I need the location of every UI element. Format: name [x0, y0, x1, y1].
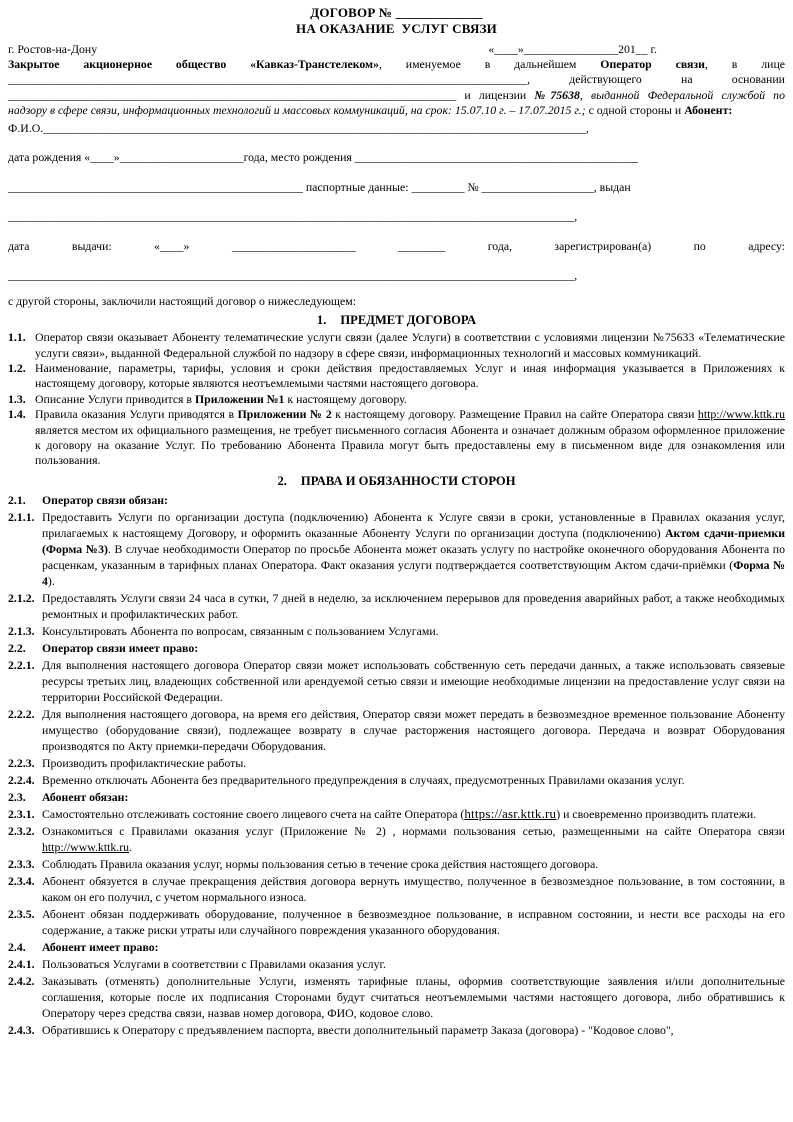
clause-number: 2.4.2. [8, 973, 35, 988]
clause-number: 2.3.1. [8, 806, 35, 821]
text-segment: , именуемое в дальнейшем [378, 57, 601, 71]
clause-text: ). [47, 573, 55, 588]
clause-text: Для выполнения настоящего договора Оператор связи может использовать собственную сеть передачи данных, а также использовать связевые ресурсы третьих лиц, владеющих собственной или арендуемой сетью связи и имеющие необходимые лицензии на предоставление услуг связи на территории Российской Федерации. [42, 657, 785, 704]
section-subject [8, 312, 785, 469]
clause-text: Абонент обязан поддерживать оборудование, полученное в безвозмездное пользование, в исправном состоянии, и нести все расходы на его содержание, а также риски утраты или случайного повреждения указанного оборудования. [42, 906, 785, 937]
clause-2-3-4 [8, 873, 785, 905]
birth-date-line: дата рождения «____»_____________________года, место рождения ________________________________________________ [8, 150, 638, 165]
clause-2-3-2 [8, 823, 785, 855]
abonent-label: Абонент: [684, 103, 733, 118]
clause-2-1-2 [8, 590, 785, 622]
clause-2-4-3 [8, 1022, 785, 1038]
clause-2-3-5 [8, 906, 785, 938]
clause-number: 1.3. [8, 391, 26, 406]
clause-2-3-3 [8, 856, 785, 872]
section-1-title: ПРЕДМЕТ ДОГОВОРА [340, 313, 477, 328]
clause-text: . В случае необходимости Оператор по просьбе Абонента может оказать услугу по настройке оконечного оборудования Абонента по расценкам, указанным в тарифных планах Оператора. Факт оказания услуги подтверждается соответствующим Актом сдачи-приёмки ( [42, 541, 786, 572]
clause-2-3 [8, 789, 785, 805]
clause-2-2-2 [8, 706, 785, 754]
clause-text: Оператор связи оказывает Абоненту телематические услуги связи (далее Услуги) в соответствии с условиями лицензии №75633 «Телематические услуги связи», выданной Федеральной службой по надзору в сфере связи, информационных технологий и массовых коммуникаций. [35, 330, 785, 360]
clause-text: Соблюдать Правила оказания услуг, нормы пользования сетью в течение срока действия настоящего договора. [42, 856, 599, 871]
clause-text: Временно отключать Абонента без предварительного предупреждения в случаях, предусмотренных Правилами оказания услуг. [42, 772, 685, 787]
clause-number: 2.3.5. [8, 906, 35, 921]
license-number: №75638 [534, 87, 580, 102]
clause-number: 2.2. [8, 640, 26, 655]
section-1-number: 1. [316, 313, 327, 328]
clause-1-1 [8, 330, 785, 361]
clause-number: 2.2.3. [8, 755, 35, 770]
kttk-site-link[interactable]: http://www.kttk.ru [697, 407, 785, 422]
clause-text: Абонент обязуется в случае прекращения действия договора вернуть имущество, полученное в безвозмездное пользование, в том состоянии, в каком он его получил, с учетом нормального износа. [42, 873, 785, 904]
clause-number: 2.1.3. [8, 623, 35, 638]
text-segment: с одной стороны и [585, 103, 685, 118]
clause-2-4-1 [8, 956, 785, 972]
clause-2-3-1 [8, 806, 785, 822]
clause-number: 1.4. [8, 407, 26, 422]
contract-document [8, 5, 785, 1038]
clause-text: Обратившись к Оператору с предъявлением паспорта, ввести дополнительный параметр Заказа (договора) - "Кодовое слово", [42, 1022, 674, 1037]
place-date-row [8, 42, 785, 57]
preamble-closing: с другой стороны, заключили настоящий договор о нижеследующем: [8, 294, 356, 309]
clause-number: 2.2.1. [8, 657, 35, 672]
text-segment: и лицензии [456, 87, 535, 102]
clause-label: Оператор связи обязан: [42, 492, 168, 507]
contract-title-line2: НА ОКАЗАНИЕ УСЛУГ СВЯЗИ [296, 20, 497, 36]
clause-2-2-1 [8, 657, 785, 705]
clause-number: 2.3.4. [8, 873, 35, 888]
clause-2-1-3 [8, 623, 785, 639]
clause-number: 2.2.4. [8, 772, 35, 787]
clause-text: Предоставлять Услуги связи 24 часа в сутки, 7 дней в неделю, за исключением перерывов для проведения аварийных работ, а также необходимых ремонтных и профилактических работ. [42, 590, 785, 621]
contract-title-line1: ДОГОВОР № _____________ [310, 5, 483, 20]
basis-blank-field: ____________________________________________________________________________ [8, 87, 457, 102]
asr-site-link[interactable]: https://asr.kttk.ru [464, 805, 557, 821]
clause-text: ) и своевременно производить платежи. [556, 806, 757, 821]
clause-label: Оператор связи имеет право: [42, 640, 199, 655]
clause-text: Производить профилактические работы. [42, 755, 247, 770]
clause-text: Заказывать (отменять) дополнительные Услуги, изменять тарифные планы, оформив соответствующие заявления и/или дополнительные соглашения, которые после их подписания Сторонами будут считаться неотъемлемыми частями настоящего договора, либо обратившись к Оператору через средства связи, назвав номер договора, ФИО, кодовое слово. [42, 973, 785, 1020]
clause-2-1-1 [8, 509, 785, 589]
clause-text: Наименование, параметры, тарифы, условия и сроки действия предоставляемых Услуг и иная информация указывается в Приложениях к настоящему договору, которые являются неотъемлемыми частями настоящего договора. [35, 360, 785, 391]
clause-2-2-3 [8, 755, 785, 771]
blank-line: ________________________________________________________________________________________________, [8, 209, 578, 224]
clause-label: Абонент имеет право: [42, 939, 159, 954]
clause-number: 2.4.3. [8, 1022, 35, 1037]
clause-number: 1.1. [8, 330, 26, 345]
clause-number: 2.4. [8, 939, 26, 954]
section-2-heading [8, 473, 785, 489]
section-1-heading [8, 312, 785, 328]
clause-number: 2.1.1. [8, 509, 35, 524]
clause-number: 2.1.2. [8, 590, 35, 605]
clause-text: Для выполнения настоящего договора, на время его действия, Оператор связи может передать в безвозмездное временное пользование Абоненту имущество (оборудование связи), подлежащее возврату в случае расторжения настоящего договора. Передача и возврат Оборудования производятся по Акту приемки-передачи Оборудования. [42, 706, 785, 753]
clause-number: 2.4.1. [8, 956, 35, 971]
form-4-ref: Форма № 4 [42, 557, 785, 588]
appendix-1-ref: Приложении №1 [194, 391, 285, 406]
clause-text: Предоставить Услуги по организации доступа (подключению) Абонента к Услуге связи в сроки, установленные в Правилах оказания услуг, прилагаемых к настоящему Договору, и оформить оказанные Абоненту Услуги по организации доступа (подключению) [42, 509, 785, 540]
clause-2-4-2 [8, 973, 785, 1021]
contract-date-blank: «____»________________201__ г. [488, 42, 657, 56]
clause-text: Консультировать Абонента по вопросам, связанным с пользованием Услугами. [42, 623, 439, 638]
license-info: , выданной Федеральной службой по надзору в сфере связи, информационных технологий и массовых коммуникаций, на срок: 15.07.10 г. – 17.07.2015 г.; [8, 87, 785, 118]
section-rights-obligations [8, 473, 785, 1038]
section-2-title: ПРАВА И ОБЯЗАННОСТИ СТОРОН [300, 473, 516, 488]
clause-2-1 [8, 492, 785, 508]
clause-number: 2.1. [8, 492, 26, 507]
fio-blank-line: Ф.И.О.____________________________________________________________________________________________, [8, 120, 589, 135]
clause-text: Правила оказания Услуги приводятся в [35, 407, 238, 422]
text-segment: , в лице [704, 57, 785, 71]
clause-number: 2.3.2. [8, 823, 35, 838]
clause-text: Описание Услуги приводится в [35, 391, 195, 406]
clause-label: Абонент обязан: [42, 789, 129, 804]
clause-text: Самостоятельно отслеживать состояние своего лицевого счета на сайте Оператора ( [42, 806, 465, 821]
clause-text: к настоящему договору. Размещение Правил на сайте Оператора связи [331, 407, 698, 422]
preamble-paragraph [8, 57, 785, 119]
clause-text: является местом их официального размещения, не требует письменного согласия Абонента и означает должным образом оформленное приложение к договору на оказание Услуг. По требованию Абонента Правила могут быть предоставлены ему в письменном виде для ознакомления или пользования. [35, 422, 785, 468]
clause-1-2 [8, 361, 785, 392]
clause-2-2 [8, 640, 785, 656]
section-2-number: 2. [277, 473, 287, 488]
clause-number: 2.2.2. [8, 706, 35, 721]
clause-number: 1.2. [8, 360, 26, 375]
clause-2-4 [8, 939, 785, 955]
blank-line: ________________________________________________________________________________________________, [8, 268, 578, 283]
operator-role: Оператор связи [600, 57, 705, 71]
clause-1-4 [8, 407, 785, 469]
form-3-ref: Актом сдачи-приемки (Форма №3) [42, 525, 785, 556]
passport-data-line: __________________________________________________ паспортные данные: _________ № ___________________, выдан [8, 179, 631, 194]
text-segment: , действующего на основании [527, 72, 785, 87]
operator-name: Закрытое акционерное общество «Кавказ-Транстелеком» [8, 57, 379, 71]
representative-blank-field: ________________________________________________________________________________________ [8, 72, 528, 87]
issue-date-line: дата выдачи: «____» _____________________ ________ года, зарегистрирован(а) по адресу: [8, 238, 785, 253]
kttk-site-link[interactable]: http://www.kttk.ru [42, 839, 130, 854]
clause-text: к настоящему договору. [284, 391, 407, 406]
clause-number: 2.3. [8, 789, 26, 804]
clause-text: Ознакомиться с Правилами оказания услуг (Приложение № 2) , нормами пользования сетью, размещенными на сайте Оператора связи [42, 823, 785, 838]
appendix-2-ref: Приложении № 2 [237, 407, 332, 422]
clause-text: Пользоваться Услугами в соответствии с Правилами оказания услуг. [42, 956, 386, 971]
city-label: г. Ростов-на-Дону [8, 42, 98, 56]
clause-number: 2.3.3. [8, 856, 35, 871]
clause-1-3 [8, 392, 785, 407]
clause-2-2-4 [8, 772, 785, 788]
clause-text: . [129, 839, 133, 854]
